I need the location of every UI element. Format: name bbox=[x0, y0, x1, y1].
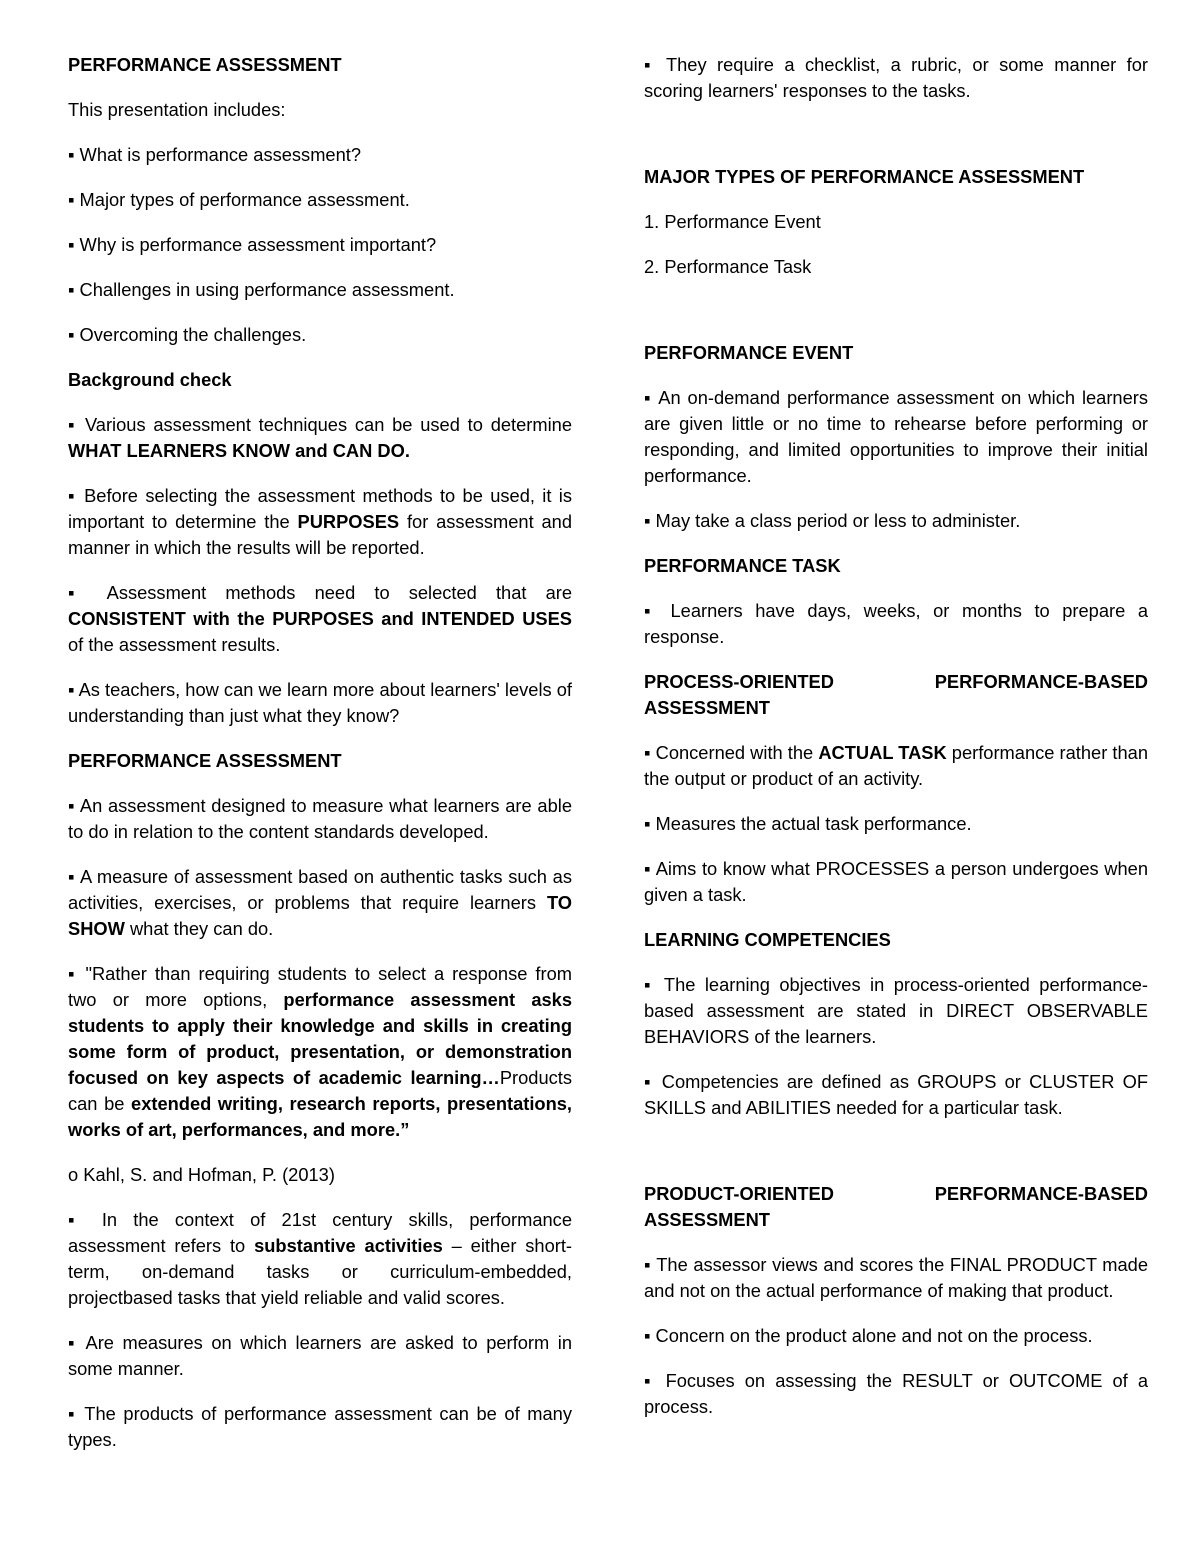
paragraph: ▪ May take a class period or less to administer. bbox=[644, 510, 1021, 531]
paragraph: ▪ The products of performance assessment can be of many types. bbox=[68, 1403, 572, 1450]
paragraph: ▪ Assessment methods need to selected that are CONSISTENT with the PURPOSES and INTENDED USES of the assessment results. bbox=[68, 582, 572, 655]
section-heading: MAJOR TYPES OF PERFORMANCE ASSESSMENT bbox=[644, 166, 1085, 187]
intro-text: This presentation includes: bbox=[68, 99, 286, 120]
paragraph: ▪ An on-demand performance assessment on which learners are given little or no time to rehearse before performing or responding, and limited opportunities to improve their initial performance. bbox=[644, 387, 1148, 486]
paragraph: ▪ They require a checklist, a rubric, or some manner for scoring learners' responses to the tasks. bbox=[644, 54, 1148, 101]
right-column bbox=[644, 52, 1148, 1439]
paragraph: ▪ Concern on the product alone and not on the process. bbox=[644, 1325, 1093, 1346]
paragraph: ▪ Are measures on which learners are asked to perform in some manner. bbox=[68, 1332, 572, 1379]
left-column bbox=[68, 52, 572, 1472]
citation: o Kahl, S. and Hofman, P. (2013) bbox=[68, 1164, 335, 1185]
paragraph: ▪ The assessor views and scores the FINAL PRODUCT made and not on the actual performance of making that product. bbox=[644, 1254, 1148, 1301]
list-item: ▪ Challenges in using performance assessment. bbox=[68, 279, 455, 300]
paragraph: ▪ Before selecting the assessment methods to be used, it is important to determine the PURPOSES for assessment and manner in which the results will be reported. bbox=[68, 485, 572, 558]
section-heading: PERFORMANCE EVENT bbox=[644, 342, 854, 363]
list-item: ▪ Overcoming the challenges. bbox=[68, 324, 307, 345]
section-heading: Background check bbox=[68, 369, 232, 390]
list-item: 1. Performance Event bbox=[644, 211, 821, 232]
section-heading: PRODUCT-ORIENTED PERFORMANCE-BASED bbox=[644, 1183, 1148, 1204]
section-heading: PERFORMANCE ASSESSMENT bbox=[68, 54, 342, 75]
paragraph: ▪ Various assessment techniques can be used to determine WHAT LEARNERS KNOW and CAN DO. bbox=[68, 414, 572, 461]
paragraph: ▪ Competencies are defined as GROUPS or CLUSTER OF SKILLS and ABILITIES needed for a particular task. bbox=[644, 1071, 1148, 1118]
section-heading-continued: ASSESSMENT bbox=[644, 697, 770, 718]
list-item: ▪ Major types of performance assessment. bbox=[68, 189, 410, 210]
section-heading: LEARNING COMPETENCIES bbox=[644, 929, 891, 950]
paragraph: ▪ Aims to know what PROCESSES a person undergoes when given a task. bbox=[644, 858, 1148, 905]
list-item: ▪ Why is performance assessment important? bbox=[68, 234, 437, 255]
section-heading-continued: ASSESSMENT bbox=[644, 1209, 770, 1230]
paragraph: ▪ In the context of 21st century skills, performance assessment refers to substantive activities – either short-term, on-demand tasks or curriculum-embedded, projectbased tasks that yield reliable and valid scores. bbox=[68, 1209, 572, 1308]
paragraph: ▪ The learning objectives in process-oriented performance-based assessment are stated in DIRECT OBSERVABLE BEHAVIORS of the learners. bbox=[644, 974, 1148, 1047]
section-heading: PERFORMANCE TASK bbox=[644, 555, 841, 576]
paragraph: ▪ As teachers, how can we learn more about learners' levels of understanding than just what they know? bbox=[68, 679, 572, 726]
section-heading: PROCESS-ORIENTED PERFORMANCE-BASED bbox=[644, 671, 1148, 692]
paragraph: ▪ An assessment designed to measure what learners are able to do in relation to the content standards developed. bbox=[68, 795, 572, 842]
paragraph: ▪ Concerned with the ACTUAL TASK performance rather than the output or product of an activity. bbox=[644, 742, 1148, 789]
paragraph: ▪ Focuses on assessing the RESULT or OUTCOME of a process. bbox=[644, 1370, 1148, 1417]
paragraph: ▪ A measure of assessment based on authentic tasks such as activities, exercises, or problems that require learners TO SHOW what they can do. bbox=[68, 866, 572, 939]
list-item: ▪ What is performance assessment? bbox=[68, 144, 361, 165]
paragraph: ▪ Learners have days, weeks, or months to prepare a response. bbox=[644, 600, 1148, 647]
paragraph: ▪ Measures the actual task performance. bbox=[644, 813, 972, 834]
section-heading: PERFORMANCE ASSESSMENT bbox=[68, 750, 342, 771]
list-item: 2. Performance Task bbox=[644, 256, 812, 277]
quote-paragraph: ▪ "Rather than requiring students to select a response from two or more options, performance assessment asks students to apply their knowledge and skills in creating some form of product, presentation, or demonstration focused on key aspects of academic learning…Products can be extended writing, research reports, presentations, works of art, performances, and more.” bbox=[68, 963, 573, 1140]
